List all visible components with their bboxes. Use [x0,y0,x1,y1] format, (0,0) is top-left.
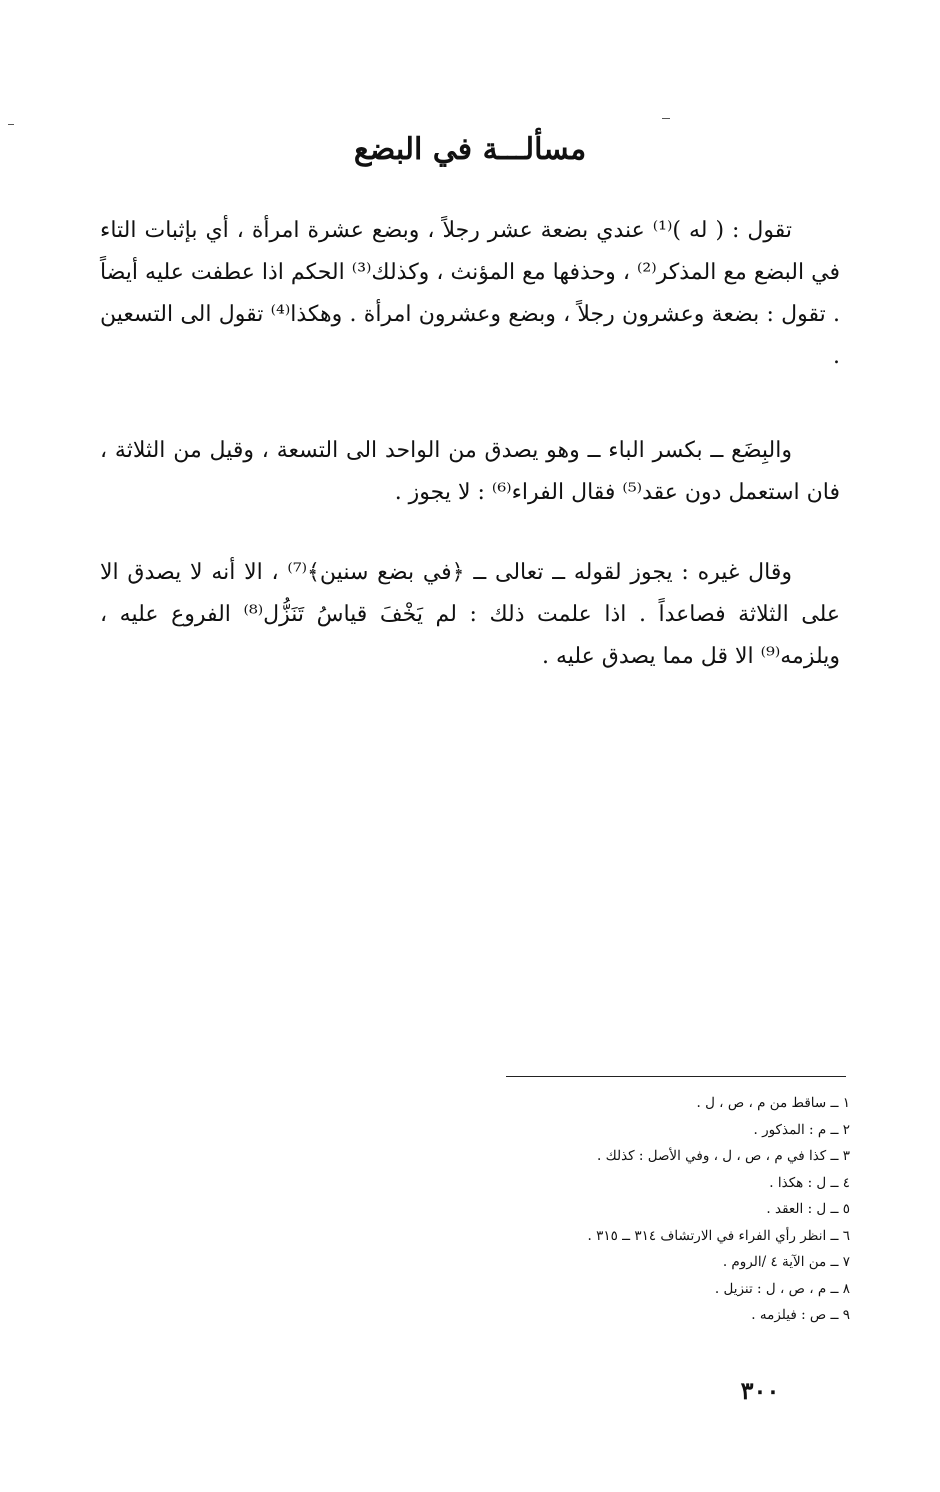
footnote-item: ٥ ــ ل : العقد . [766,1201,850,1217]
footnote-item: ٦ ــ انظر رأي الفراء في الارتشاف ٣١٤ ــ ٣١٥ . [587,1227,850,1244]
footnote-item: ٤ ــ ل : هكذا . [769,1174,850,1191]
footnote-item: ٩ ــ ص : فيلزمه . [751,1307,850,1323]
paragraph-text: وقال غيره : يجوز لقوله ــ تعالى ــ ﴿في بضع سنين﴾⁽⁷⁾ ، الا أنه لا يصدق الا على الثلاثة فصاعداً . اذا علمت ذلك : لم يَخْفَ قياسُ تَنَزُّل⁽⁸⁾ الفروع عليه ، ويلزمه⁽⁹⁾ الا قل مما يصدق عليه . [100,560,840,669]
scan-speck [8,124,14,125]
scan-speck [662,118,670,119]
footnote-item: ٨ ــ م ، ص ، ل : تنزيل . [714,1280,850,1297]
footnote-item: ٧ ــ من الآية ٤ /الروم . [722,1254,850,1270]
paragraph [100,430,840,514]
footnote-item: ٢ ــ م : المذكور . [753,1121,850,1138]
footnote-item: ٣ ــ كذا في م ، ص ، ل ، وفي الأصل : كذلك . [597,1148,850,1164]
footnote-item: ١ ــ ساقط من م ، ص ، ل . [696,1095,850,1111]
footnotes-list [420,1090,850,1329]
page-number: ٣٠٠ [740,1376,780,1405]
paragraph-text: والبِضَع ــ بكسر الباء ــ وهو يصدق من الواحد الى التسعة ، وقيل من الثلاثة ، فان استعمل دون عقد⁽⁵⁾ فقال الفراء⁽⁶⁾ : لا يجوز . [100,438,840,505]
paragraph [100,210,840,378]
footnote-divider [506,1076,846,1077]
paragraph-text: تقول : ( له )⁽¹⁾ عندي بضعة عشر رجلاً ، وبضع عشرة امرأة ، أي بإثبات التاء في البضع مع المذكر⁽²⁾ ، وحذفها مع المؤنث ، وكذلك⁽³⁾ الحكم اذا عطفت عليه أيضاً . تقول : بضعة وعشرون رجلاً ، وبضع وعشرون امرأة . وهكذا⁽⁴⁾ تقول الى التسعين . [100,218,841,369]
paragraph [100,552,840,678]
page-title: مسألـــة في البضع [353,132,587,167]
